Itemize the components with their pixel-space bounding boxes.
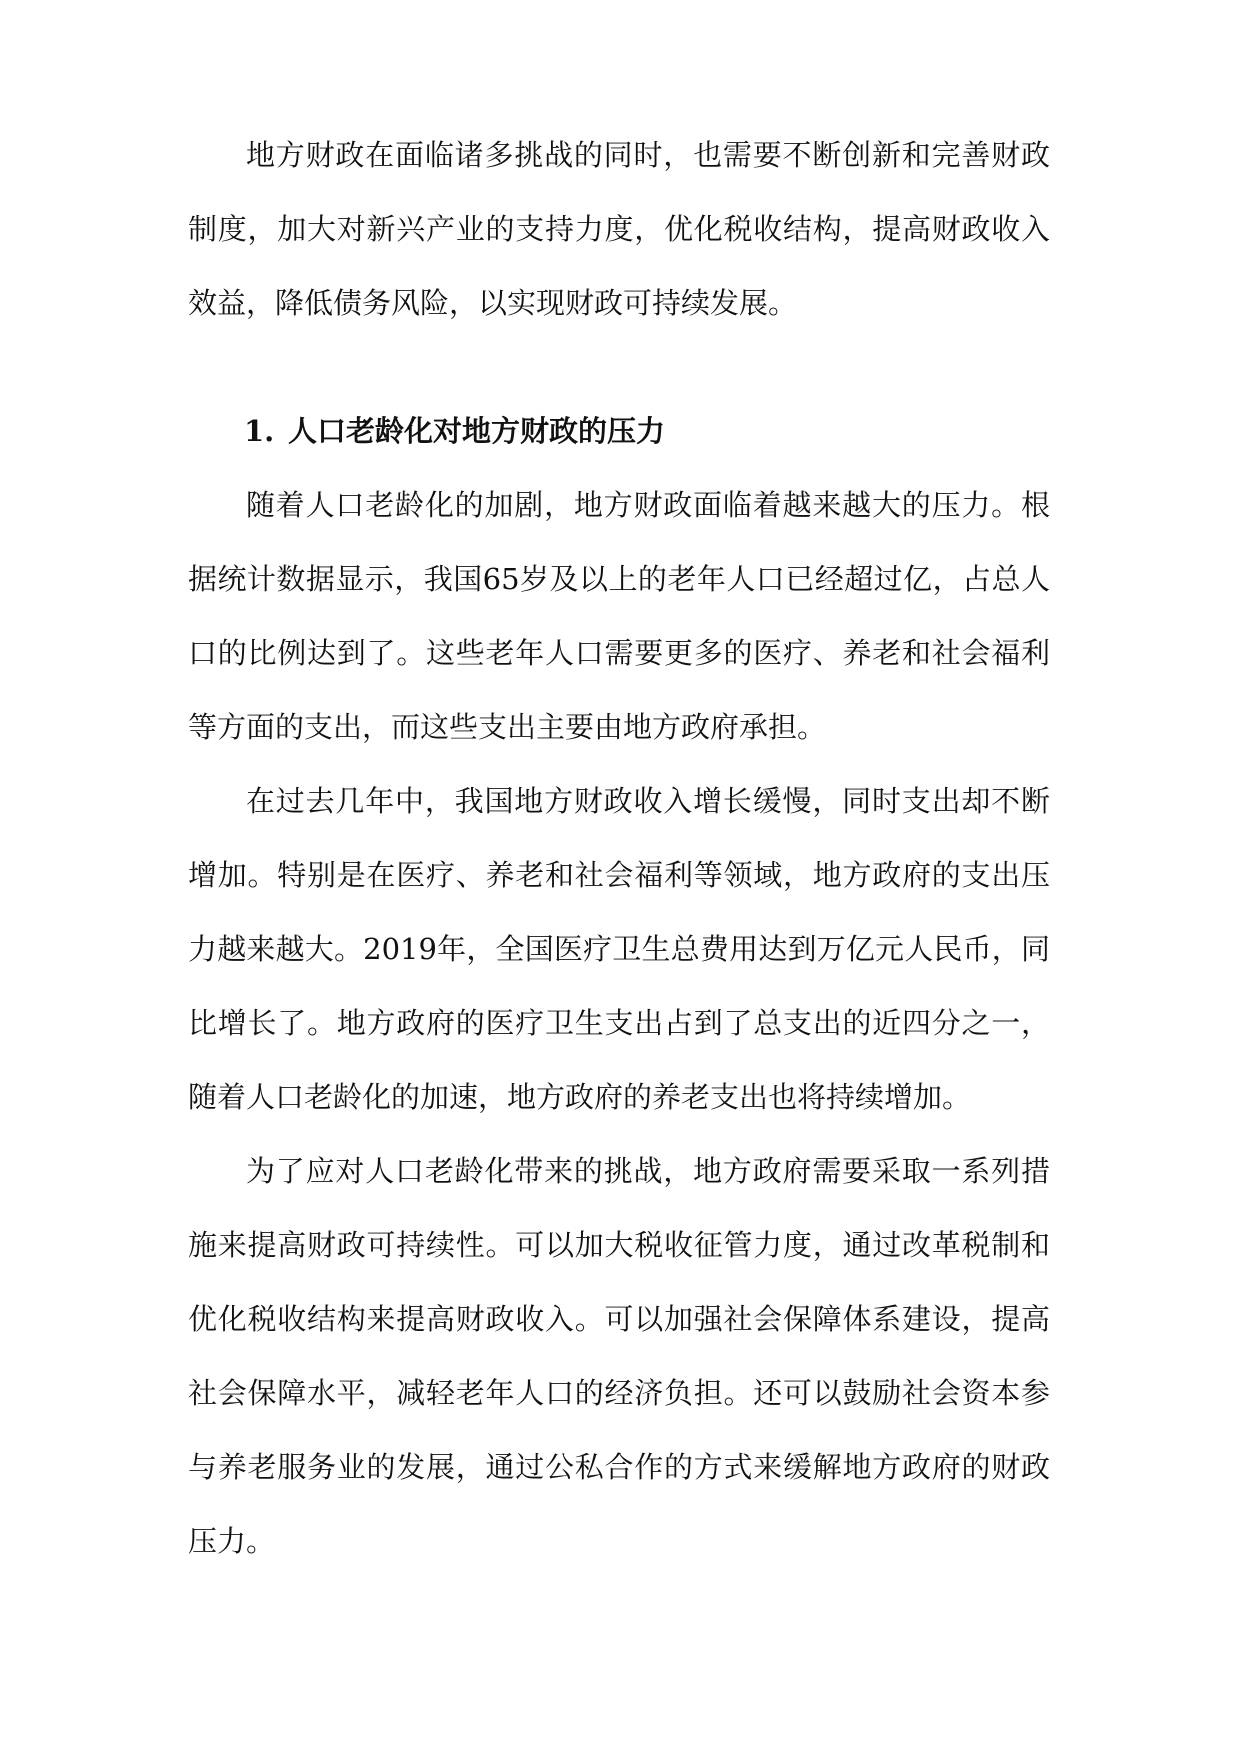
body-paragraph-2: 在过去几年中，我国地方财政收入增长缓慢，同时支出却不断增加。特别是在医疗、养老和社会福利等领域，地方政府的支出压力越来越大。2019年，全国医疗卫生总费用达到万亿元人民币，同比增长了。地方政府的医疗卫生支出占到了总支出的近四分之一，随着人口老龄化的加速，地方政府的养老支出也将持续增加。 bbox=[188, 784, 1050, 1114]
section-title: 人口老龄化对地方财政的压力 bbox=[288, 414, 666, 448]
intro-paragraph: 地方财政在面临诸多挑战的同时，也需要不断创新和完善财政制度，加大对新兴产业的支持力度，优化税收结构，提高财政收入效益，降低债务风险，以实现财政可持续发展。 bbox=[188, 138, 1050, 320]
section-number: 1. bbox=[244, 414, 275, 448]
section-heading bbox=[244, 394, 665, 468]
body-paragraph-1: 随着人口老龄化的加剧，地方财政面临着越来越大的压力。根据统计数据显示，我国65岁及以上的老年人口已经超过亿，占总人口的比例达到了。这些老年人口需要更多的医疗、养老和社会福利等方面的支出，而这些支出主要由地方政府承担。 bbox=[188, 488, 1050, 744]
body-paragraph-3: 为了应对人口老龄化带来的挑战，地方政府需要采取一系列措施来提高财政可持续性。可以加大税收征管力度，通过改革税制和优化税收结构来提高财政收入。可以加强社会保障体系建设，提高社会保障水平，减轻老年人口的经济负担。还可以鼓励社会资本参与养老服务业的发展，通过公私合作的方式来缓解地方政府的财政压力。 bbox=[188, 1154, 1050, 1558]
